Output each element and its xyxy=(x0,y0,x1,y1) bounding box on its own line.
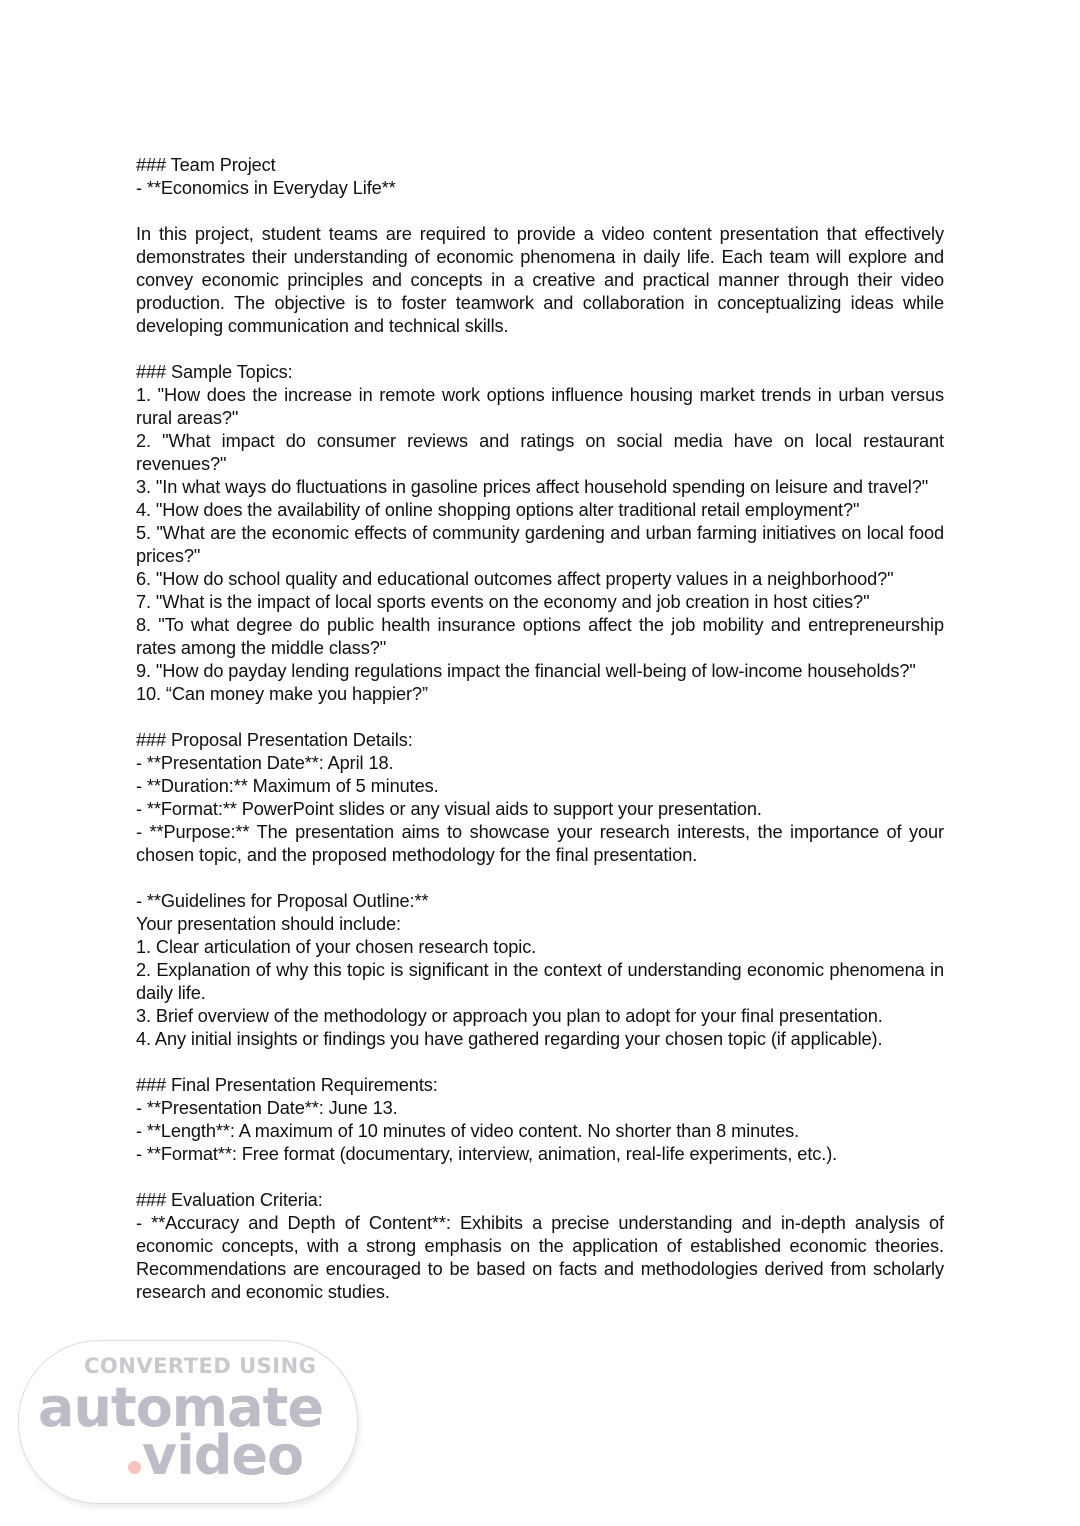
final-item: - **Format**: Free format (documentary, interview, animation, real-life experiments, etc.). xyxy=(136,1144,838,1164)
final-item: - **Length**: A maximum of 10 minutes of video content. No shorter than 8 minutes. xyxy=(136,1121,800,1141)
guideline-item: 2. Explanation of why this topic is significant in the context of understanding economic phenomena in daily life. xyxy=(136,960,944,1003)
topic-item: 4. "How does the availability of online shopping options alter traditional retail employment?" xyxy=(136,500,860,520)
topic-item: 6. "How do school quality and educational outcomes affect property values in a neighborhood?" xyxy=(136,569,894,589)
guidelines-lead: Your presentation should include: xyxy=(136,914,401,934)
spacer xyxy=(136,1166,944,1189)
proposal-item: - **Purpose:** The presentation aims to showcase your research interests, the importance of your chosen topic, and the proposed methodology for the final presentation. xyxy=(136,822,944,865)
watermark-dot-icon xyxy=(128,1461,141,1474)
watermark-converted-using: CONVERTED USING xyxy=(84,1354,317,1378)
topic-item: 2. "What impact do consumer reviews and ratings on social media have on local restaurant revenues?" xyxy=(136,431,944,474)
topic-item: 10. “Can money make you happier?” xyxy=(136,684,428,704)
section-heading-team-project: ### Team Project xyxy=(136,155,276,175)
document-page xyxy=(136,154,944,1304)
topic-item: 8. "To what degree do public health insurance options affect the job mobility and entrepreneurship rates among the middle class?" xyxy=(136,615,944,658)
section-heading-evaluation: ### Evaluation Criteria: xyxy=(136,1190,323,1210)
watermark-video-text: video xyxy=(142,1424,304,1487)
spacer xyxy=(136,200,944,223)
topic-item: 3. "In what ways do fluctuations in gasoline prices affect household spending on leisure and travel?" xyxy=(136,477,929,497)
spacer xyxy=(136,1051,944,1074)
topic-item: 9. "How do payday lending regulations impact the financial well-being of low-income households?" xyxy=(136,661,916,681)
topic-item: 1. "How does the increase in remote work options influence housing market trends in urban versus rural areas?" xyxy=(136,385,944,428)
proposal-item: - **Presentation Date**: April 18. xyxy=(136,753,394,773)
guidelines-heading: - **Guidelines for Proposal Outline:** xyxy=(136,891,429,911)
topic-item: 7. "What is the impact of local sports events on the economy and job creation in host cities?" xyxy=(136,592,870,612)
section-heading-sample-topics: ### Sample Topics: xyxy=(136,362,293,382)
intro-paragraph: In this project, student teams are required to provide a video content presentation that effectively demonstrates their understanding of economic phenomena in daily life. Each team will explore and convey economic principles and concepts in a creative and practical manner through their video production. The objective is to foster teamwork and collaboration in conceptualizing ideas while developing communication and technical skills. xyxy=(136,224,944,336)
proposal-item: - **Format:** PowerPoint slides or any visual aids to support your presentation. xyxy=(136,799,762,819)
guideline-item: 4. Any initial insights or findings you have gathered regarding your chosen topic (if applicable). xyxy=(136,1029,883,1049)
topic-item: 5. "What are the economic effects of community gardening and urban farming initiatives on local food prices?" xyxy=(136,523,944,566)
project-subtitle: - **Economics in Everyday Life** xyxy=(136,178,396,198)
spacer xyxy=(136,338,944,361)
evaluation-item: - **Accuracy and Depth of Content**: Exhibits a precise understanding and in-depth analysis of economic concepts, with a strong emphasis on the application of established economic theories. Recommendations are encouraged to be based on facts and methodologies derived from scholarly research and economic studies. xyxy=(136,1213,944,1302)
guideline-item: 3. Brief overview of the methodology or approach you plan to adopt for your final presentation. xyxy=(136,1006,883,1026)
spacer xyxy=(136,706,944,729)
guideline-item: 1. Clear articulation of your chosen research topic. xyxy=(136,937,537,957)
final-item: - **Presentation Date**: June 13. xyxy=(136,1098,398,1118)
section-heading-final: ### Final Presentation Requirements: xyxy=(136,1075,438,1095)
watermark-video xyxy=(128,1424,303,1487)
section-heading-proposal: ### Proposal Presentation Details: xyxy=(136,730,413,750)
spacer xyxy=(136,867,944,890)
watermark-automate: automate xyxy=(38,1376,323,1439)
proposal-item: - **Duration:** Maximum of 5 minutes. xyxy=(136,776,439,796)
